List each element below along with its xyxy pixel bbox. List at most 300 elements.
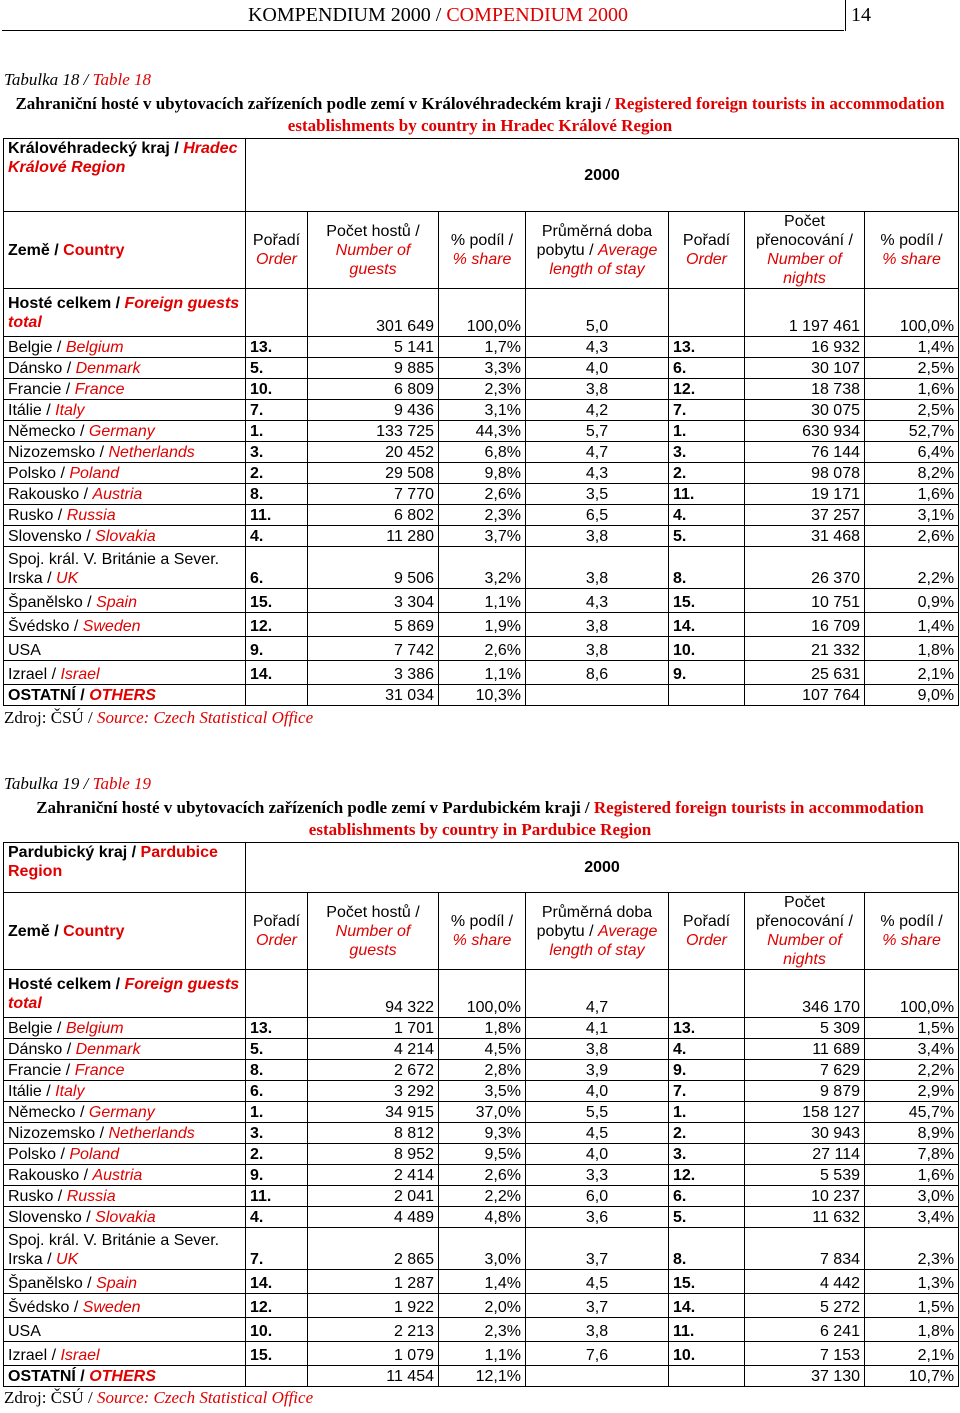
guests-cell: 1 287 xyxy=(308,1270,439,1294)
share2-cell: 2,5% xyxy=(865,358,959,379)
share-header: % podíl / % share xyxy=(439,212,526,289)
table-row xyxy=(4,505,959,526)
country-name-en: Russia xyxy=(66,507,116,524)
share-cell: 1,1% xyxy=(439,589,526,613)
country-name xyxy=(4,1318,246,1342)
share-cell: 2,3% xyxy=(439,505,526,526)
total-stay: 4,7 xyxy=(526,970,669,1018)
order2-cell xyxy=(669,685,745,706)
order2-cell: 2. xyxy=(669,463,745,484)
total-order xyxy=(246,970,308,1018)
country-name xyxy=(4,1018,246,1039)
stay-cell: 4,7 xyxy=(526,442,669,463)
order-cell: 4. xyxy=(246,1207,308,1228)
header-rule xyxy=(2,30,844,31)
stay-cell xyxy=(526,1366,669,1387)
others-label-cz: OSTATNÍ / xyxy=(8,1368,90,1385)
table-row xyxy=(4,1294,959,1318)
guests-cell: 9 885 xyxy=(308,358,439,379)
share-cell: 3,1% xyxy=(439,400,526,421)
order-cell: 11. xyxy=(246,505,308,526)
order-cell: 13. xyxy=(246,1018,308,1039)
country-name xyxy=(4,442,246,463)
stay-cell: 4,3 xyxy=(526,463,669,484)
share-header: % podíl / % share xyxy=(439,893,526,970)
others-row xyxy=(4,685,959,706)
country-name-en: Poland xyxy=(69,1146,120,1163)
country-name xyxy=(4,400,246,421)
order2-cell: 11. xyxy=(669,484,745,505)
share-cell: 2,6% xyxy=(439,637,526,661)
share2-cell: 10,7% xyxy=(865,1366,959,1387)
table-row xyxy=(4,1060,959,1081)
stay-cell: 4,1 xyxy=(526,1018,669,1039)
table-row xyxy=(4,1270,959,1294)
total-order2 xyxy=(669,289,745,337)
stay-cell: 7,6 xyxy=(526,1342,669,1366)
page-number: 14 xyxy=(851,4,871,26)
country-name xyxy=(4,337,246,358)
order2-cell: 1. xyxy=(669,1102,745,1123)
order-cell: 14. xyxy=(246,661,308,685)
guests-cell: 6 802 xyxy=(308,505,439,526)
guests-cell: 2 865 xyxy=(308,1228,439,1270)
guests-cell: 1 079 xyxy=(308,1342,439,1366)
stay-cell: 3,8 xyxy=(526,526,669,547)
country-name xyxy=(4,1186,246,1207)
others-label xyxy=(4,685,246,706)
order-cell: 2. xyxy=(246,1144,308,1165)
country-name-cz: Dánsko / xyxy=(8,360,76,377)
nights-cell: 21 332 xyxy=(745,637,865,661)
others-label xyxy=(4,1366,246,1387)
guests-cell: 7 742 xyxy=(308,637,439,661)
share2-cell: 1,8% xyxy=(865,637,959,661)
country-name-cz: Rusko / xyxy=(8,1188,67,1205)
country-name xyxy=(4,379,246,400)
order2-cell: 10. xyxy=(669,637,745,661)
order-cell: 5. xyxy=(246,358,308,379)
share2-cell: 3,4% xyxy=(865,1207,959,1228)
total-nights-share: 100,0% xyxy=(865,289,959,337)
share2-cell: 2,2% xyxy=(865,547,959,589)
order2-cell: 2. xyxy=(669,1123,745,1144)
country-name xyxy=(4,1207,246,1228)
share2-header: % podíl / % share xyxy=(865,893,959,970)
order-cell: 8. xyxy=(246,484,308,505)
share2-cell: 52,7% xyxy=(865,421,959,442)
total-share: 100,0% xyxy=(439,289,526,337)
country-name xyxy=(4,1123,246,1144)
share-cell: 3,7% xyxy=(439,526,526,547)
order2-cell: 13. xyxy=(669,337,745,358)
share-cell: 1,1% xyxy=(439,1342,526,1366)
order-cell: 4. xyxy=(246,526,308,547)
order2-cell: 9. xyxy=(669,1060,745,1081)
stay-cell: 4,2 xyxy=(526,400,669,421)
guests-cell: 34 915 xyxy=(308,1102,439,1123)
table-row xyxy=(4,400,959,421)
nights-cell: 18 738 xyxy=(745,379,865,400)
country-name xyxy=(4,1228,246,1270)
nights-cell: 31 468 xyxy=(745,526,865,547)
nights-header: Počet přenocování / Number of nights xyxy=(745,893,865,970)
region-cell: Královéhradecký kraj / Hradec Králové Region xyxy=(4,139,246,212)
nights-cell: 4 442 xyxy=(745,1270,865,1294)
order-cell: 3. xyxy=(246,1123,308,1144)
table-row xyxy=(4,1123,959,1144)
others-row xyxy=(4,1366,959,1387)
order-cell: 9. xyxy=(246,1165,308,1186)
order-cell: 7. xyxy=(246,400,308,421)
stay-cell: 4,0 xyxy=(526,358,669,379)
share2-cell: 1,6% xyxy=(865,1165,959,1186)
share-cell: 2,0% xyxy=(439,1294,526,1318)
order2-cell: 4. xyxy=(669,505,745,526)
share2-cell: 2,5% xyxy=(865,400,959,421)
country-name-cz: Slovensko / xyxy=(8,1209,96,1226)
total-order2 xyxy=(669,970,745,1018)
share2-cell: 3,1% xyxy=(865,505,959,526)
share2-cell: 9,0% xyxy=(865,685,959,706)
order-cell: 9. xyxy=(246,637,308,661)
share-cell: 12,1% xyxy=(439,1366,526,1387)
stay-cell: 5,5 xyxy=(526,1102,669,1123)
nights-cell: 37 130 xyxy=(745,1366,865,1387)
nights-cell: 27 114 xyxy=(745,1144,865,1165)
nights-cell: 26 370 xyxy=(745,547,865,589)
country-name-cz: Německo / xyxy=(8,423,89,440)
country-name-cz: USA xyxy=(8,642,41,659)
country-header: Země / Country xyxy=(4,212,246,289)
page-title-cz: KOMPENDIUM 2000 / xyxy=(247,4,447,26)
stay-cell: 4,3 xyxy=(526,337,669,358)
share2-cell: 0,9% xyxy=(865,589,959,613)
country-name-cz: Izrael / xyxy=(8,1347,61,1364)
page-title-en: COMPENDIUM 2000 xyxy=(446,4,629,26)
share2-cell: 1,6% xyxy=(865,484,959,505)
total-guests: 301 649 xyxy=(308,289,439,337)
nights-cell: 16 932 xyxy=(745,337,865,358)
share2-cell: 1,6% xyxy=(865,379,959,400)
nights-cell: 76 144 xyxy=(745,442,865,463)
table-caption: Zahraniční hosté v ubytovacích zařízeních podle zemí v Pardubickém kraji / Registered foreign tourists in accommodation establishments by country in Pardubice Region xyxy=(36,798,924,839)
nights-cell: 30 107 xyxy=(745,358,865,379)
order2-cell: 5. xyxy=(669,526,745,547)
nights-cell: 7 834 xyxy=(745,1228,865,1270)
region-cell: Pardubický kraj / Pardubice Region xyxy=(4,843,246,893)
table-row xyxy=(4,661,959,685)
nights-cell: 98 078 xyxy=(745,463,865,484)
country-name xyxy=(4,661,246,685)
country-name xyxy=(4,547,246,589)
guests-cell: 4 214 xyxy=(308,1039,439,1060)
country-name-en: Denmark xyxy=(75,1041,141,1058)
table-row xyxy=(4,1165,959,1186)
nights-cell: 7 629 xyxy=(745,1060,865,1081)
guests-cell: 8 812 xyxy=(308,1123,439,1144)
year-cell: 2000 xyxy=(246,139,959,212)
nights-cell: 10 751 xyxy=(745,589,865,613)
total-stay: 5,0 xyxy=(526,289,669,337)
order-cell xyxy=(246,685,308,706)
source-note: Zdroj: ČSÚ / Source: Czech Statistical Office xyxy=(4,708,314,727)
order2-cell: 4. xyxy=(669,1039,745,1060)
table-row xyxy=(4,1186,959,1207)
table-row xyxy=(4,589,959,613)
nights-cell: 9 879 xyxy=(745,1081,865,1102)
stay-cell: 3,8 xyxy=(526,379,669,400)
share2-cell: 2,6% xyxy=(865,526,959,547)
order-cell: 1. xyxy=(246,421,308,442)
order2-cell: 8. xyxy=(669,547,745,589)
country-name-en: Israel xyxy=(60,666,100,683)
country-name xyxy=(4,463,246,484)
country-name xyxy=(4,1270,246,1294)
nights-cell: 25 631 xyxy=(745,661,865,685)
share-cell: 9,8% xyxy=(439,463,526,484)
country-name-cz: Španělsko / xyxy=(8,1275,97,1292)
nights-cell: 30 943 xyxy=(745,1123,865,1144)
guests-cell: 4 489 xyxy=(308,1207,439,1228)
share-cell: 10,3% xyxy=(439,685,526,706)
country-name-cz: Itálie / xyxy=(8,1083,56,1100)
table-row xyxy=(4,484,959,505)
stay-cell xyxy=(526,685,669,706)
page-title xyxy=(0,4,876,27)
stay-cell: 4,3 xyxy=(526,589,669,613)
nights-cell: 158 127 xyxy=(745,1102,865,1123)
country-name xyxy=(4,1039,246,1060)
order2-cell: 12. xyxy=(669,379,745,400)
country-name xyxy=(4,421,246,442)
share-cell: 3,0% xyxy=(439,1228,526,1270)
nights-cell: 7 153 xyxy=(745,1342,865,1366)
country-name-en: Slovakia xyxy=(95,528,156,545)
share2-cell: 7,8% xyxy=(865,1144,959,1165)
nights-cell: 30 075 xyxy=(745,400,865,421)
guests-cell: 3 386 xyxy=(308,661,439,685)
order2-cell: 7. xyxy=(669,1081,745,1102)
stay-header: Průměrná doba pobytu / Average length of stay xyxy=(526,893,669,970)
order-cell: 1. xyxy=(246,1102,308,1123)
guests-cell: 9 436 xyxy=(308,400,439,421)
table-row xyxy=(4,1102,959,1123)
share-cell: 2,3% xyxy=(439,1318,526,1342)
country-name-en: Austria xyxy=(92,486,143,503)
stay-cell: 3,5 xyxy=(526,484,669,505)
country-name-cz: Rusko / xyxy=(8,507,67,524)
table-row xyxy=(4,613,959,637)
total-label: Hosté celkem / Foreign guests total xyxy=(4,289,246,337)
table-row xyxy=(4,442,959,463)
stay-cell: 3,8 xyxy=(526,637,669,661)
stay-cell: 8,6 xyxy=(526,661,669,685)
data-table xyxy=(3,138,959,706)
total-guests: 94 322 xyxy=(308,970,439,1018)
order-cell: 12. xyxy=(246,1294,308,1318)
country-name-en: France xyxy=(74,1062,125,1079)
order-cell: 10. xyxy=(246,379,308,400)
country-name-en: UK xyxy=(56,570,79,587)
share-cell: 1,9% xyxy=(439,613,526,637)
order2-cell: 15. xyxy=(669,1270,745,1294)
order-cell: 12. xyxy=(246,613,308,637)
guests-cell: 1 701 xyxy=(308,1018,439,1039)
share2-cell: 6,4% xyxy=(865,442,959,463)
share2-header: % podíl / % share xyxy=(865,212,959,289)
country-name-cz: Izrael / xyxy=(8,666,61,683)
stay-cell: 3,7 xyxy=(526,1294,669,1318)
total-share: 100,0% xyxy=(439,970,526,1018)
stay-cell: 5,7 xyxy=(526,421,669,442)
country-name xyxy=(4,1294,246,1318)
country-name-en: Italy xyxy=(55,402,85,419)
country-name-en: Spain xyxy=(96,1275,137,1292)
share2-cell: 45,7% xyxy=(865,1102,959,1123)
country-name xyxy=(4,526,246,547)
share2-cell: 2,1% xyxy=(865,661,959,685)
table-label: Tabulka 19 / Table 19 xyxy=(4,774,152,793)
page-header xyxy=(0,0,960,32)
stay-cell: 4,0 xyxy=(526,1081,669,1102)
nights-cell: 5 309 xyxy=(745,1018,865,1039)
country-name-en: Sweden xyxy=(82,1299,141,1316)
header-divider xyxy=(845,0,846,31)
order-cell: 15. xyxy=(246,1342,308,1366)
order2-cell: 1. xyxy=(669,421,745,442)
share-cell: 9,5% xyxy=(439,1144,526,1165)
order-cell: 11. xyxy=(246,1186,308,1207)
stay-cell: 3,7 xyxy=(526,1228,669,1270)
country-name-cz: Nizozemsko / xyxy=(8,1125,109,1142)
order-cell: 2. xyxy=(246,463,308,484)
country-name-en: Poland xyxy=(69,465,120,482)
order2-header: Pořadí Order xyxy=(669,212,745,289)
order2-cell: 5. xyxy=(669,1207,745,1228)
country-name-en: Israel xyxy=(60,1347,100,1364)
order2-cell: 13. xyxy=(669,1018,745,1039)
nights-cell: 11 632 xyxy=(745,1207,865,1228)
country-name-en: UK xyxy=(56,1251,79,1268)
share-cell: 6,8% xyxy=(439,442,526,463)
stay-cell: 4,5 xyxy=(526,1270,669,1294)
guests-cell: 11 454 xyxy=(308,1366,439,1387)
others-label-en: OTHERS xyxy=(89,1368,156,1385)
order2-cell: 3. xyxy=(669,1144,745,1165)
country-name-cz: Nizozemsko / xyxy=(8,444,109,461)
order-cell: 8. xyxy=(246,1060,308,1081)
country-name-cz: Rakousko / xyxy=(8,1167,93,1184)
country-name-cz: Polsko / xyxy=(8,465,70,482)
country-name-cz: Polsko / xyxy=(8,1146,70,1163)
country-name-en: Spain xyxy=(96,594,137,611)
guests-cell: 2 414 xyxy=(308,1165,439,1186)
share-cell: 2,3% xyxy=(439,379,526,400)
table-row xyxy=(4,1228,959,1270)
share-cell: 3,5% xyxy=(439,1081,526,1102)
total-order xyxy=(246,289,308,337)
country-name-cz: Dánsko / xyxy=(8,1041,76,1058)
order-cell: 7. xyxy=(246,1228,308,1270)
share2-cell: 1,3% xyxy=(865,1270,959,1294)
nights-cell: 37 257 xyxy=(745,505,865,526)
country-name-cz: Francie / xyxy=(8,1062,75,1079)
country-name xyxy=(4,505,246,526)
order2-cell: 6. xyxy=(669,1186,745,1207)
country-name-en: Italy xyxy=(55,1083,85,1100)
order-cell: 6. xyxy=(246,547,308,589)
nights-cell: 16 709 xyxy=(745,613,865,637)
share2-cell: 2,2% xyxy=(865,1060,959,1081)
share-cell: 4,5% xyxy=(439,1039,526,1060)
guests-cell: 8 952 xyxy=(308,1144,439,1165)
others-label-cz: OSTATNÍ / xyxy=(8,687,90,704)
country-name-cz: Itálie / xyxy=(8,402,56,419)
country-name xyxy=(4,637,246,661)
guests-cell: 133 725 xyxy=(308,421,439,442)
stay-cell: 4,5 xyxy=(526,1123,669,1144)
total-nights: 346 170 xyxy=(745,970,865,1018)
stay-cell: 4,0 xyxy=(526,1144,669,1165)
share-cell: 2,8% xyxy=(439,1060,526,1081)
table-row xyxy=(4,358,959,379)
order-cell: 6. xyxy=(246,1081,308,1102)
share-cell: 1,1% xyxy=(439,661,526,685)
country-name-cz: Švédsko / xyxy=(8,1299,83,1316)
country-name xyxy=(4,1102,246,1123)
country-name-cz: USA xyxy=(8,1323,41,1340)
share-cell: 1,4% xyxy=(439,1270,526,1294)
table-row xyxy=(4,1207,959,1228)
table-row xyxy=(4,637,959,661)
table-label: Tabulka 18 / Table 18 xyxy=(4,70,152,89)
country-name-cz: Francie / xyxy=(8,381,75,398)
order-cell: 10. xyxy=(246,1318,308,1342)
total-row xyxy=(4,289,959,337)
stay-cell: 6,0 xyxy=(526,1186,669,1207)
share2-cell: 3,0% xyxy=(865,1186,959,1207)
country-name xyxy=(4,589,246,613)
table-row xyxy=(4,526,959,547)
table-row xyxy=(4,547,959,589)
order2-header: Pořadí Order xyxy=(669,893,745,970)
country-name xyxy=(4,1144,246,1165)
country-name-cz: Švédsko / xyxy=(8,618,83,635)
table-row xyxy=(4,1144,959,1165)
nights-cell: 630 934 xyxy=(745,421,865,442)
order-header: Pořadí Order xyxy=(246,212,308,289)
share2-cell: 2,1% xyxy=(865,1342,959,1366)
share2-cell: 2,9% xyxy=(865,1081,959,1102)
country-name-cz: Spoj. král. V. Británie a Sever. Irska / xyxy=(8,1232,220,1268)
table-row xyxy=(4,1081,959,1102)
others-label-en: OTHERS xyxy=(89,687,156,704)
country-name-en: Belgium xyxy=(65,339,124,356)
stay-cell: 3,9 xyxy=(526,1060,669,1081)
share2-cell: 3,4% xyxy=(865,1039,959,1060)
data-table xyxy=(3,842,959,1387)
guests-cell: 2 672 xyxy=(308,1060,439,1081)
order2-cell: 8. xyxy=(669,1228,745,1270)
stay-cell: 3,8 xyxy=(526,613,669,637)
nights-cell: 107 764 xyxy=(745,685,865,706)
guests-cell: 31 034 xyxy=(308,685,439,706)
country-name xyxy=(4,613,246,637)
guests-cell: 3 304 xyxy=(308,589,439,613)
order-cell: 3. xyxy=(246,442,308,463)
share-cell: 2,6% xyxy=(439,1165,526,1186)
